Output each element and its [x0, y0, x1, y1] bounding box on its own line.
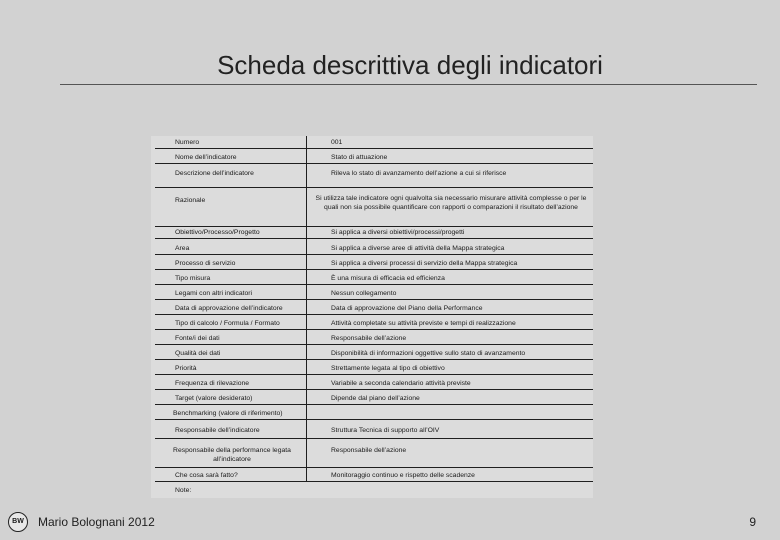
row-label: Legami con altri indicatori [175, 290, 253, 297]
slide-title: Scheda descrittiva degli indicatori [217, 50, 603, 80]
column-divider [306, 136, 307, 481]
row-label: Numero [175, 139, 200, 146]
row-value: Responsabile dell’azione [331, 447, 407, 454]
row-value: Nessun collegamento [331, 290, 397, 297]
row-label: Benchmarking (valore di riferimento) [173, 410, 283, 417]
table-row [155, 153, 593, 164]
row-value: Stato di attuazione [331, 154, 388, 161]
row-label: Responsabile dell’indicatore [175, 427, 260, 434]
row-label: Responsabile della performance legata all’indicatore [173, 447, 291, 463]
table-row [155, 334, 593, 345]
table-row [155, 364, 593, 375]
table-row [155, 486, 593, 496]
table-row [155, 304, 593, 315]
page-number: 9 [749, 515, 756, 529]
row-value: Si applica a diverse aree di attività della Mappa strategica [331, 245, 505, 252]
table-row [155, 192, 593, 227]
table-row [155, 319, 593, 330]
row-value: Strettamente legata al tipo di obiettivo [331, 365, 445, 372]
row-value: Variabile a seconda calendario attività previste [331, 380, 471, 387]
table-row [155, 471, 593, 482]
row-label: Obiettivo/Processo/Progetto [175, 229, 260, 236]
indicator-sheet [151, 136, 593, 498]
row-label: Tipo misura [175, 275, 211, 282]
row-label: Frequenza di rilevazione [175, 380, 250, 387]
row-value: Struttura Tecnica di supporto all’OIV [331, 427, 440, 434]
table-row [155, 228, 593, 239]
row-value: Attività completate su attività previste e tempi di realizzazione [331, 320, 516, 327]
row-label: Target (valore desiderato) [175, 395, 253, 402]
row-label: Area [175, 245, 190, 252]
row-label: Fonte/i dei dati [175, 335, 220, 342]
row-value: Rileva lo stato di avanzamento dell’azione a cui si riferisce [331, 170, 507, 177]
row-value: Dipende dal piano dell’azione [331, 395, 420, 402]
row-value: Responsabile dell’azione [331, 335, 407, 342]
table-row [155, 349, 593, 360]
table-row [155, 138, 593, 149]
table-row [155, 379, 593, 390]
table-row [155, 274, 593, 285]
row-label: Data di approvazione dell’indicatore [175, 305, 283, 312]
table-row [155, 394, 593, 405]
row-value: Disponibilità di informazioni oggettive sullo stato di avanzamento [331, 350, 526, 357]
table-row [155, 443, 593, 468]
footer-author: Mario Bolognani 2012 [38, 515, 155, 529]
row-label: Priorità [175, 365, 197, 372]
row-value: 001 [331, 139, 343, 146]
row-label: Qualità dei dati [175, 350, 221, 357]
table-row [155, 424, 593, 439]
table-row [155, 259, 593, 270]
title-divider [60, 84, 757, 85]
logo-icon: BW [8, 512, 28, 532]
row-label: Nome dell’indicatore [175, 154, 237, 161]
row-value: È una misura di efficacia ed efficienza [331, 275, 445, 282]
row-value: Si applica a diversi obiettivi/processi/progetti [331, 229, 465, 236]
table-row [155, 289, 593, 300]
row-value: Monitoraggio continuo e rispetto delle scadenze [331, 472, 475, 479]
row-value: Data di approvazione del Piano della Performance [331, 305, 483, 312]
row-label: Tipo di calcolo / Formula / Formato [175, 320, 280, 327]
table-row [155, 409, 593, 420]
table-row [155, 169, 593, 188]
row-value: Si utilizza tale indicatore ogni qualvolta sia necessario misurare attività complesse o per le quali non sia possibile quantificare con rapporti o comparazioni il risultato dell’azione [315, 195, 587, 211]
row-label: Note: [175, 487, 192, 494]
row-label: Razionale [175, 197, 206, 204]
table-row [155, 244, 593, 255]
row-value: Si applica a diversi processi di servizio della Mappa strategica [331, 260, 518, 267]
row-label: Che cosa sarà fatto? [175, 472, 238, 479]
row-label: Processo di servizio [175, 260, 236, 267]
row-label: Descrizione dell’indicatore [175, 170, 254, 177]
